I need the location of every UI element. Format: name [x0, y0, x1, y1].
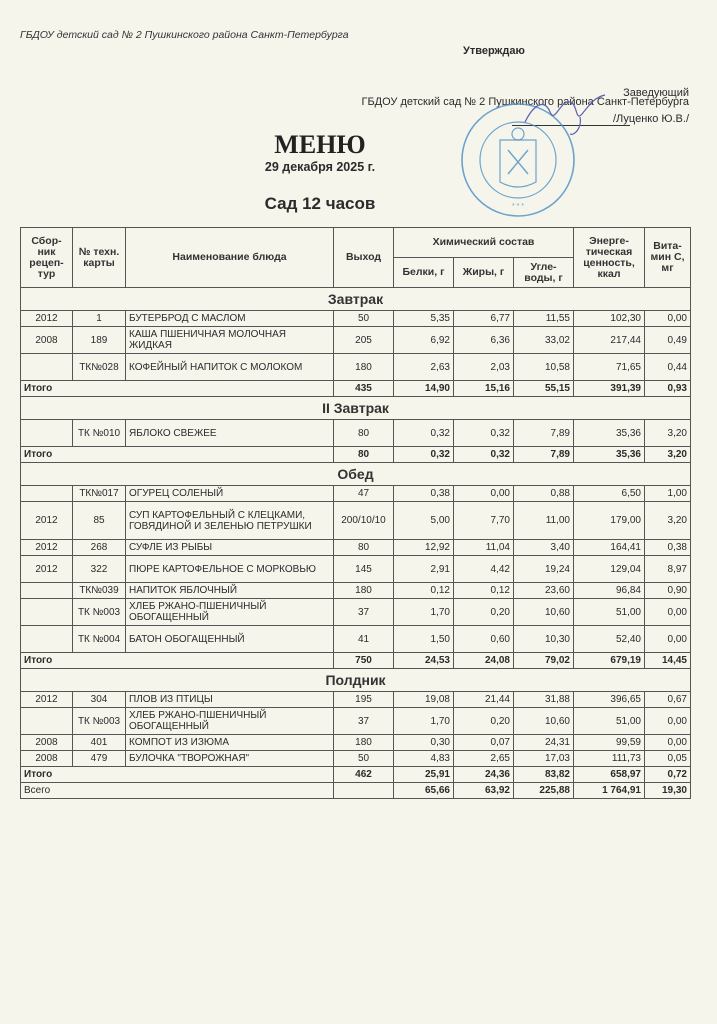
fat-cell: 0,20: [454, 599, 514, 626]
vitc-cell: 3,20: [645, 420, 691, 447]
carbs-cell: 10,30: [514, 626, 574, 653]
carbs-cell: 7,89: [514, 420, 574, 447]
vitc-cell: 0,38: [645, 540, 691, 556]
total-energy-cell: 391,39: [574, 381, 645, 397]
total-row: [21, 381, 691, 397]
yield-cell: 47: [334, 486, 394, 502]
fat-cell: 0,32: [454, 420, 514, 447]
vitc-cell: 3,20: [645, 502, 691, 540]
protein-cell: 1,50: [394, 626, 454, 653]
table-row: [21, 556, 691, 583]
energy-cell: 99,59: [574, 735, 645, 751]
fat-cell: 0,07: [454, 735, 514, 751]
yield-cell: 180: [334, 583, 394, 599]
collection-cell: [21, 583, 73, 599]
dish-name-cell: БАТОН ОБОГАЩЕННЫЙ: [126, 626, 334, 653]
approve-label: Утверждаю: [463, 45, 525, 57]
fat-cell: 0,60: [454, 626, 514, 653]
carbs-cell: 10,58: [514, 354, 574, 381]
fat-cell: 7,70: [454, 502, 514, 540]
total-yield-cell: 435: [334, 381, 394, 397]
vitc-cell: 0,00: [645, 708, 691, 735]
dish-name-cell: ОГУРЕЦ СОЛЕНЫЙ: [126, 486, 334, 502]
carbs-cell: 3,40: [514, 540, 574, 556]
carbs-cell: 31,88: [514, 692, 574, 708]
total-fat-cell: 0,32: [454, 447, 514, 463]
dish-name-cell: НАПИТОК ЯБЛОЧНЫЙ: [126, 583, 334, 599]
vitc-cell: 1,00: [645, 486, 691, 502]
grand-total-label: Всего: [21, 783, 334, 799]
vitc-cell: 8,97: [645, 556, 691, 583]
total-fat-cell: 15,16: [454, 381, 514, 397]
energy-cell: 6,50: [574, 486, 645, 502]
tech-card-cell: 401: [73, 735, 126, 751]
dish-name-cell: КАША ПШЕНИЧНАЯ МОЛОЧНАЯ ЖИДКАЯ: [126, 327, 334, 354]
total-energy-cell: 35,36: [574, 447, 645, 463]
energy-cell: 96,84: [574, 583, 645, 599]
tech-card-cell: 189: [73, 327, 126, 354]
table-row: [21, 583, 691, 599]
collection-cell: 2012: [21, 540, 73, 556]
tech-card-cell: ТК №004: [73, 626, 126, 653]
grand-total-yield-cell: [334, 783, 394, 799]
dish-name-cell: ЯБЛОКО СВЕЖЕЕ: [126, 420, 334, 447]
carbs-cell: 11,55: [514, 311, 574, 327]
section-row: [21, 397, 691, 420]
total-row: [21, 767, 691, 783]
header-collection: Сбор-ник рецеп-тур: [21, 228, 73, 288]
carbs-cell: 10,60: [514, 708, 574, 735]
tech-card-cell: 322: [73, 556, 126, 583]
header-yield: Выход: [334, 228, 394, 288]
fat-cell: 2,03: [454, 354, 514, 381]
table-row: [21, 540, 691, 556]
svg-text:* * *: * * *: [511, 203, 525, 210]
section-title: II Завтрак: [21, 397, 691, 420]
energy-cell: 179,00: [574, 502, 645, 540]
energy-cell: 52,40: [574, 626, 645, 653]
section-row: [21, 288, 691, 311]
total-carbs-cell: 83,82: [514, 767, 574, 783]
energy-cell: 129,04: [574, 556, 645, 583]
grand-total-fat-cell: 63,92: [454, 783, 514, 799]
tech-card-cell: 479: [73, 751, 126, 767]
protein-cell: 4,83: [394, 751, 454, 767]
yield-cell: 50: [334, 751, 394, 767]
total-vitc-cell: 0,93: [645, 381, 691, 397]
total-label: Итого: [21, 447, 334, 463]
protein-cell: 2,91: [394, 556, 454, 583]
vitc-cell: 0,00: [645, 599, 691, 626]
yield-cell: 195: [334, 692, 394, 708]
dish-name-cell: ХЛЕБ РЖАНО-ПШЕНИЧНЫЙ ОБОГАЩЕННЫЙ: [126, 708, 334, 735]
fat-cell: 0,00: [454, 486, 514, 502]
menu-table: [20, 227, 691, 799]
carbs-cell: 24,31: [514, 735, 574, 751]
total-label: Итого: [21, 381, 334, 397]
grand-total-energy-cell: 1 764,91: [574, 783, 645, 799]
carbs-cell: 0,88: [514, 486, 574, 502]
total-fat-cell: 24,36: [454, 767, 514, 783]
vitc-cell: 0,44: [645, 354, 691, 381]
yield-cell: 41: [334, 626, 394, 653]
dish-name-cell: СУП КАРТОФЕЛЬНЫЙ С КЛЕЦКАМИ, ГОВЯДИНОЙ И ЗЕЛЕНЬЮ ПЕТРУШКИ: [126, 502, 334, 540]
collection-cell: 2012: [21, 692, 73, 708]
yield-cell: 80: [334, 420, 394, 447]
grand-total-carbs-cell: 225,88: [514, 783, 574, 799]
protein-cell: 0,12: [394, 583, 454, 599]
section-row: [21, 669, 691, 692]
total-fat-cell: 24,08: [454, 653, 514, 669]
total-vitc-cell: 14,45: [645, 653, 691, 669]
section-row: [21, 463, 691, 486]
total-yield-cell: 750: [334, 653, 394, 669]
fat-cell: 6,36: [454, 327, 514, 354]
total-vitc-cell: 3,20: [645, 447, 691, 463]
head-signature-name: /Луценко Ю.В./: [613, 113, 689, 125]
yield-cell: 50: [334, 311, 394, 327]
table-row: [21, 354, 691, 381]
total-carbs-cell: 7,89: [514, 447, 574, 463]
grand-total-vitc-cell: 19,30: [645, 783, 691, 799]
protein-cell: 1,70: [394, 599, 454, 626]
section-title: Обед: [21, 463, 691, 486]
vitc-cell: 0,49: [645, 327, 691, 354]
fat-cell: 21,44: [454, 692, 514, 708]
grand-total-protein-cell: 65,66: [394, 783, 454, 799]
total-label: Итого: [21, 767, 334, 783]
carbs-cell: 33,02: [514, 327, 574, 354]
energy-cell: 51,00: [574, 599, 645, 626]
collection-cell: [21, 626, 73, 653]
vitc-cell: 0,90: [645, 583, 691, 599]
total-protein-cell: 14,90: [394, 381, 454, 397]
protein-cell: 0,38: [394, 486, 454, 502]
total-vitc-cell: 0,72: [645, 767, 691, 783]
collection-cell: 2008: [21, 735, 73, 751]
yield-cell: 200/10/10: [334, 502, 394, 540]
carbs-cell: 11,00: [514, 502, 574, 540]
tech-card-cell: 1: [73, 311, 126, 327]
carbs-cell: 23,60: [514, 583, 574, 599]
total-carbs-cell: 79,02: [514, 653, 574, 669]
collection-cell: [21, 486, 73, 502]
dish-name-cell: БУТЕРБРОД С МАСЛОМ: [126, 311, 334, 327]
energy-cell: 164,41: [574, 540, 645, 556]
table-row: [21, 708, 691, 735]
table-row: [21, 626, 691, 653]
table-row: [21, 327, 691, 354]
dish-name-cell: КОФЕЙНЫЙ НАПИТОК С МОЛОКОМ: [126, 354, 334, 381]
table-row: [21, 311, 691, 327]
tech-card-cell: 268: [73, 540, 126, 556]
tech-card-cell: ТК №003: [73, 599, 126, 626]
protein-cell: 19,08: [394, 692, 454, 708]
yield-cell: 80: [334, 540, 394, 556]
section-title: Завтрак: [21, 288, 691, 311]
total-yield-cell: 462: [334, 767, 394, 783]
tech-card-cell: ТК№039: [73, 583, 126, 599]
table-row: [21, 502, 691, 540]
table-row: [21, 735, 691, 751]
protein-cell: 1,70: [394, 708, 454, 735]
vitc-cell: 0,00: [645, 311, 691, 327]
tech-card-cell: ТК№017: [73, 486, 126, 502]
yield-cell: 180: [334, 354, 394, 381]
collection-cell: 2008: [21, 751, 73, 767]
dish-name-cell: СУФЛЕ ИЗ РЫБЫ: [126, 540, 334, 556]
total-energy-cell: 679,19: [574, 653, 645, 669]
dish-name-cell: КОМПОТ ИЗ ИЗЮМА: [126, 735, 334, 751]
fat-cell: 6,77: [454, 311, 514, 327]
protein-cell: 5,35: [394, 311, 454, 327]
org-name-top: ГБДОУ детский сад № 2 Пушкинского района Санкт-Петербурга: [20, 29, 349, 41]
energy-cell: 396,65: [574, 692, 645, 708]
vitc-cell: 0,05: [645, 751, 691, 767]
header-carbs: Угле-воды, г: [514, 258, 574, 288]
protein-cell: 12,92: [394, 540, 454, 556]
head-title: Заведующий: [623, 87, 689, 99]
protein-cell: 0,30: [394, 735, 454, 751]
total-yield-cell: 80: [334, 447, 394, 463]
signature-line: [512, 125, 630, 126]
total-protein-cell: 0,32: [394, 447, 454, 463]
tech-card-cell: ТК №010: [73, 420, 126, 447]
energy-cell: 51,00: [574, 708, 645, 735]
table-row: [21, 420, 691, 447]
tech-card-cell: ТК №003: [73, 708, 126, 735]
header-chem: Химический состав: [394, 228, 574, 258]
table-row: [21, 751, 691, 767]
menu-date: 29 декабря 2025 г.: [264, 160, 376, 174]
table-row: [21, 692, 691, 708]
total-carbs-cell: 55,15: [514, 381, 574, 397]
fat-cell: 11,04: [454, 540, 514, 556]
energy-cell: 71,65: [574, 354, 645, 381]
header-energy: Энерге-тическая ценность, ккал: [574, 228, 645, 288]
carbs-cell: 10,60: [514, 599, 574, 626]
total-label: Итого: [21, 653, 334, 669]
collection-cell: 2012: [21, 556, 73, 583]
dish-name-cell: ХЛЕБ РЖАНО-ПШЕНИЧНЫЙ ОБОГАЩЕННЫЙ: [126, 599, 334, 626]
carbs-cell: 17,03: [514, 751, 574, 767]
dish-name-cell: ПЛОВ ИЗ ПТИЦЫ: [126, 692, 334, 708]
yield-cell: 205: [334, 327, 394, 354]
collection-cell: [21, 708, 73, 735]
yield-cell: 37: [334, 599, 394, 626]
header-dish: Наименование блюда: [126, 228, 334, 288]
collection-cell: [21, 354, 73, 381]
stamp-icon: [458, 100, 578, 220]
protein-cell: 5,00: [394, 502, 454, 540]
head-org: ГБДОУ детский сад № 2 Пушкинского района Санкт-Петербурга: [361, 96, 689, 108]
energy-cell: 217,44: [574, 327, 645, 354]
collection-cell: [21, 420, 73, 447]
total-protein-cell: 24,53: [394, 653, 454, 669]
tech-card-cell: ТК№028: [73, 354, 126, 381]
vitc-cell: 0,00: [645, 735, 691, 751]
grand-total-row: [21, 783, 691, 799]
protein-cell: 6,92: [394, 327, 454, 354]
fat-cell: 2,65: [454, 751, 514, 767]
protein-cell: 2,63: [394, 354, 454, 381]
collection-cell: 2012: [21, 311, 73, 327]
fat-cell: 0,20: [454, 708, 514, 735]
vitc-cell: 0,00: [645, 626, 691, 653]
table-row: [21, 599, 691, 626]
collection-cell: 2008: [21, 327, 73, 354]
energy-cell: 35,36: [574, 420, 645, 447]
tech-card-cell: 304: [73, 692, 126, 708]
section-title: Полдник: [21, 669, 691, 692]
protein-cell: 0,32: [394, 420, 454, 447]
menu-table-body: [21, 288, 691, 799]
fat-cell: 4,42: [454, 556, 514, 583]
energy-cell: 111,73: [574, 751, 645, 767]
collection-cell: [21, 599, 73, 626]
collection-cell: 2012: [21, 502, 73, 540]
fat-cell: 0,12: [454, 583, 514, 599]
dish-name-cell: ПЮРЕ КАРТОФЕЛЬНОЕ С МОРКОВЬЮ: [126, 556, 334, 583]
tech-card-cell: 85: [73, 502, 126, 540]
header-vitc: Вита-мин С, мг: [645, 228, 691, 288]
table-row: [21, 486, 691, 502]
header-protein: Белки, г: [394, 258, 454, 288]
yield-cell: 180: [334, 735, 394, 751]
yield-cell: 145: [334, 556, 394, 583]
dish-name-cell: БУЛОЧКА "ТВОРОЖНАЯ": [126, 751, 334, 767]
total-energy-cell: 658,97: [574, 767, 645, 783]
total-row: [21, 653, 691, 669]
header-tech-card: № техн. карты: [73, 228, 126, 288]
group-title: Сад 12 часов: [264, 194, 376, 213]
total-row: [21, 447, 691, 463]
header-fat: Жиры, г: [454, 258, 514, 288]
yield-cell: 37: [334, 708, 394, 735]
total-protein-cell: 25,91: [394, 767, 454, 783]
carbs-cell: 19,24: [514, 556, 574, 583]
vitc-cell: 0,67: [645, 692, 691, 708]
menu-title: МЕНЮ: [274, 130, 366, 159]
energy-cell: 102,30: [574, 311, 645, 327]
